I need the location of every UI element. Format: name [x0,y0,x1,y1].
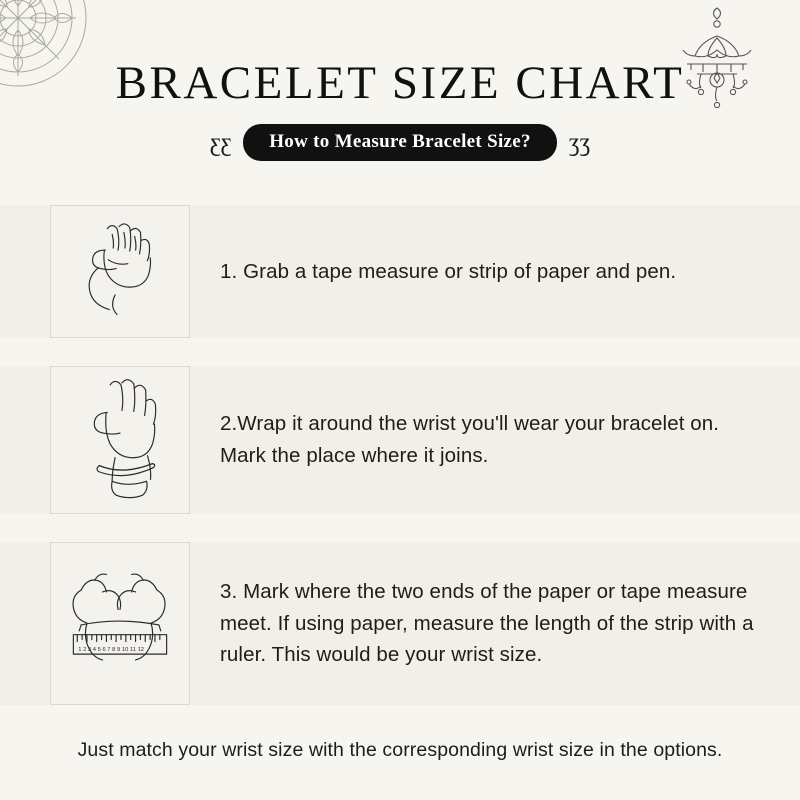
list-item [0,366,800,514]
svg-text:1 2 3 4 5 6 7 8 9 10 11 12: 1 2 3 4 5 6 7 8 9 10 11 12 [78,646,145,653]
step-1-illustration [50,205,190,338]
footer-note: Just match your wrist size with the corresponding wrist size in the options. [77,739,723,761]
step-1-text-wrapper [190,205,800,338]
step-3-text-wrapper [190,542,800,705]
step-2-text-wrapper [190,366,800,514]
page-title: BRACELET SIZE CHART [115,57,685,109]
steps-list [0,205,800,733]
subtitle-row [0,124,800,161]
step-3-illustration [50,542,190,705]
step-2-illustration [50,366,190,514]
right-flourish-icon: ʒʒ [568,128,591,157]
list-item [0,205,800,338]
list-item [0,542,800,705]
step-1-text: 1. Grab a tape measure or strip of paper and pen. [220,259,677,283]
subtitle-pill: How to Measure Bracelet Size? [243,124,557,161]
left-flourish-icon: ʒʒ [209,128,232,157]
step-3-text: 3. Mark where the two ends of the paper or tape measure meet. If using paper, measure the length of the strip with a ruler. This would be your wrist size. [220,579,754,667]
step-2-text: 2.Wrap it around the wrist you'll wear your bracelet on. Mark the place where it joins. [220,412,720,467]
